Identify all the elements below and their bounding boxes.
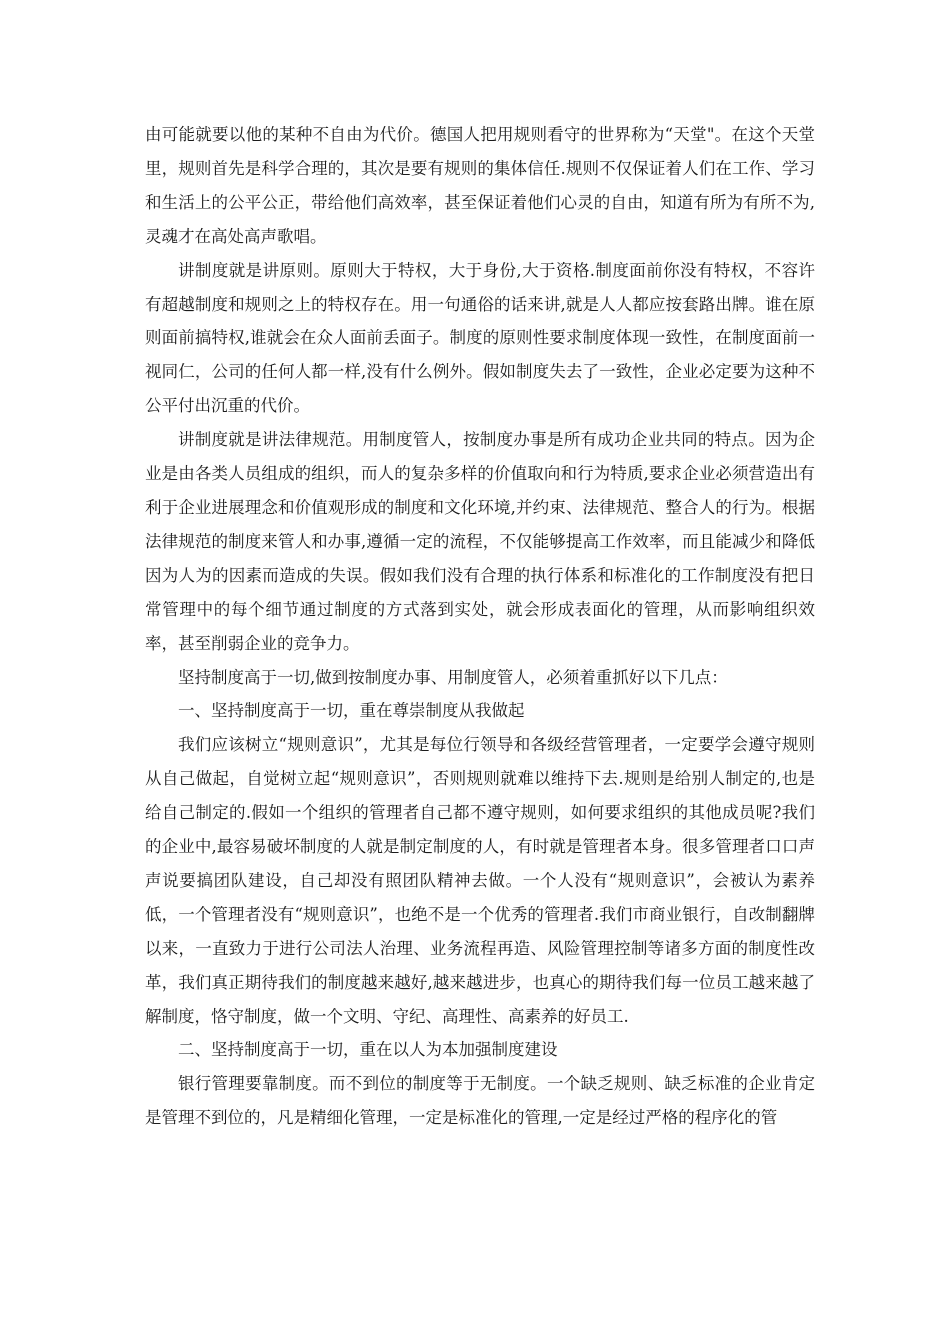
paragraph-principles: 讲制度就是讲原则。原则大于特权，大于身份,大于资格.制度面前你没有特权，不容许有超越制度和规则之上的特权存在。用一句通俗的话来讲,就是人人都应按套路出牌。谁在原则面前搞特权,谁就会在众人面前丢面子。制度的原则性要求制度体现一致性，在制度面前一视同仁，公司的任何人都一样,没有什么例外。假如制度失去了一致性，企业必定要为这种不公平付出沉重的代价。 <box>145 260 815 416</box>
paragraph-legal-norms: 讲制度就是讲法律规范。用制度管人，按制度办事是所有成功企业共同的特点。因为企业是由各类人员组成的组织，而人的复杂多样的价值取向和行为特质,要求企业必须营造出有利于企业进展理念和价值观形成的制度和文化环境,并约束、法律规范、整合人的行为。根据法律规范的制度来管人和办事,遵循一定的流程，不仅能够提高工作效率，而且能减少和降低因为人为的因素而造成的失误。假如我们没有合理的执行体系和标准化的工作制度没有把日常管理中的每个细节通过制度的方式落到实处，就会形成表面化的管理，从而影响组织效率，甚至削弱企业的竞争力。 <box>145 430 815 653</box>
document-body <box>145 118 815 1135</box>
paragraph-bank-management: 银行管理要靠制度。而不到位的制度等于无制度。一个缺乏规则、缺乏标准的企业肯定是管理不到位的，凡是精细化管理，一定是标准化的管理,一定是经过严格的程序化的管 <box>145 1074 815 1128</box>
paragraph-rules-paradise: 由可能就要以他的某种不自由为代价。德国人把用规则看守的世界称为“天堂"。在这个天堂里，规则首先是科学合理的，其次是要有规则的集体信任.规则不仅保证着人们在工作、学习和生活上的公平公正，带给他们高效率，甚至保证着他们心灵的自由，知道有所为有所不为,灵魂才在高处高声歌唱。 <box>145 125 815 246</box>
paragraph-key-points-intro: 坚持制度高于一切,做到按制度办事、用制度管人，必须着重抓好以下几点： <box>178 667 728 687</box>
paragraph-rule-awareness: 我们应该树立“规则意识”，尤其是每位行领导和各级经营管理者，一定要学会遵守规则从自己做起，自觉树立起“规则意识”，否则规则就难以维持下去.规则是给别人制定的,也是给自己制定的.假如一个组织的管理者自己都不遵守规则，如何要求组织的其他成员呢?我们的企业中,最容易破坏制度的人就是制定制度的人，有时就是管理者本身。很多管理者口口声声说要搞团队建设，自己却没有照团队精神去做。一个人没有“规则意识”，会被认为素养低，一个管理者没有“规则意识”，也绝不是一个优秀的管理者.我们市商业银行，自改制翻牌以来，一直致力于进行公司法人治理、业务流程再造、风险管理控制等诸多方面的制度性改革，我们真正期待我们的制度越来越好,越来越进步，也真心的期待我们每一位员工越来越了解制度，恪守制度，做一个文明、守纪、高理性、高素养的好员工. <box>145 735 815 1026</box>
section-heading-one: 一、坚持制度高于一切，重在尊崇制度从我做起 <box>178 701 525 721</box>
section-heading-two: 二、坚持制度高于一切，重在以人为本加强制度建设 <box>178 1040 558 1060</box>
